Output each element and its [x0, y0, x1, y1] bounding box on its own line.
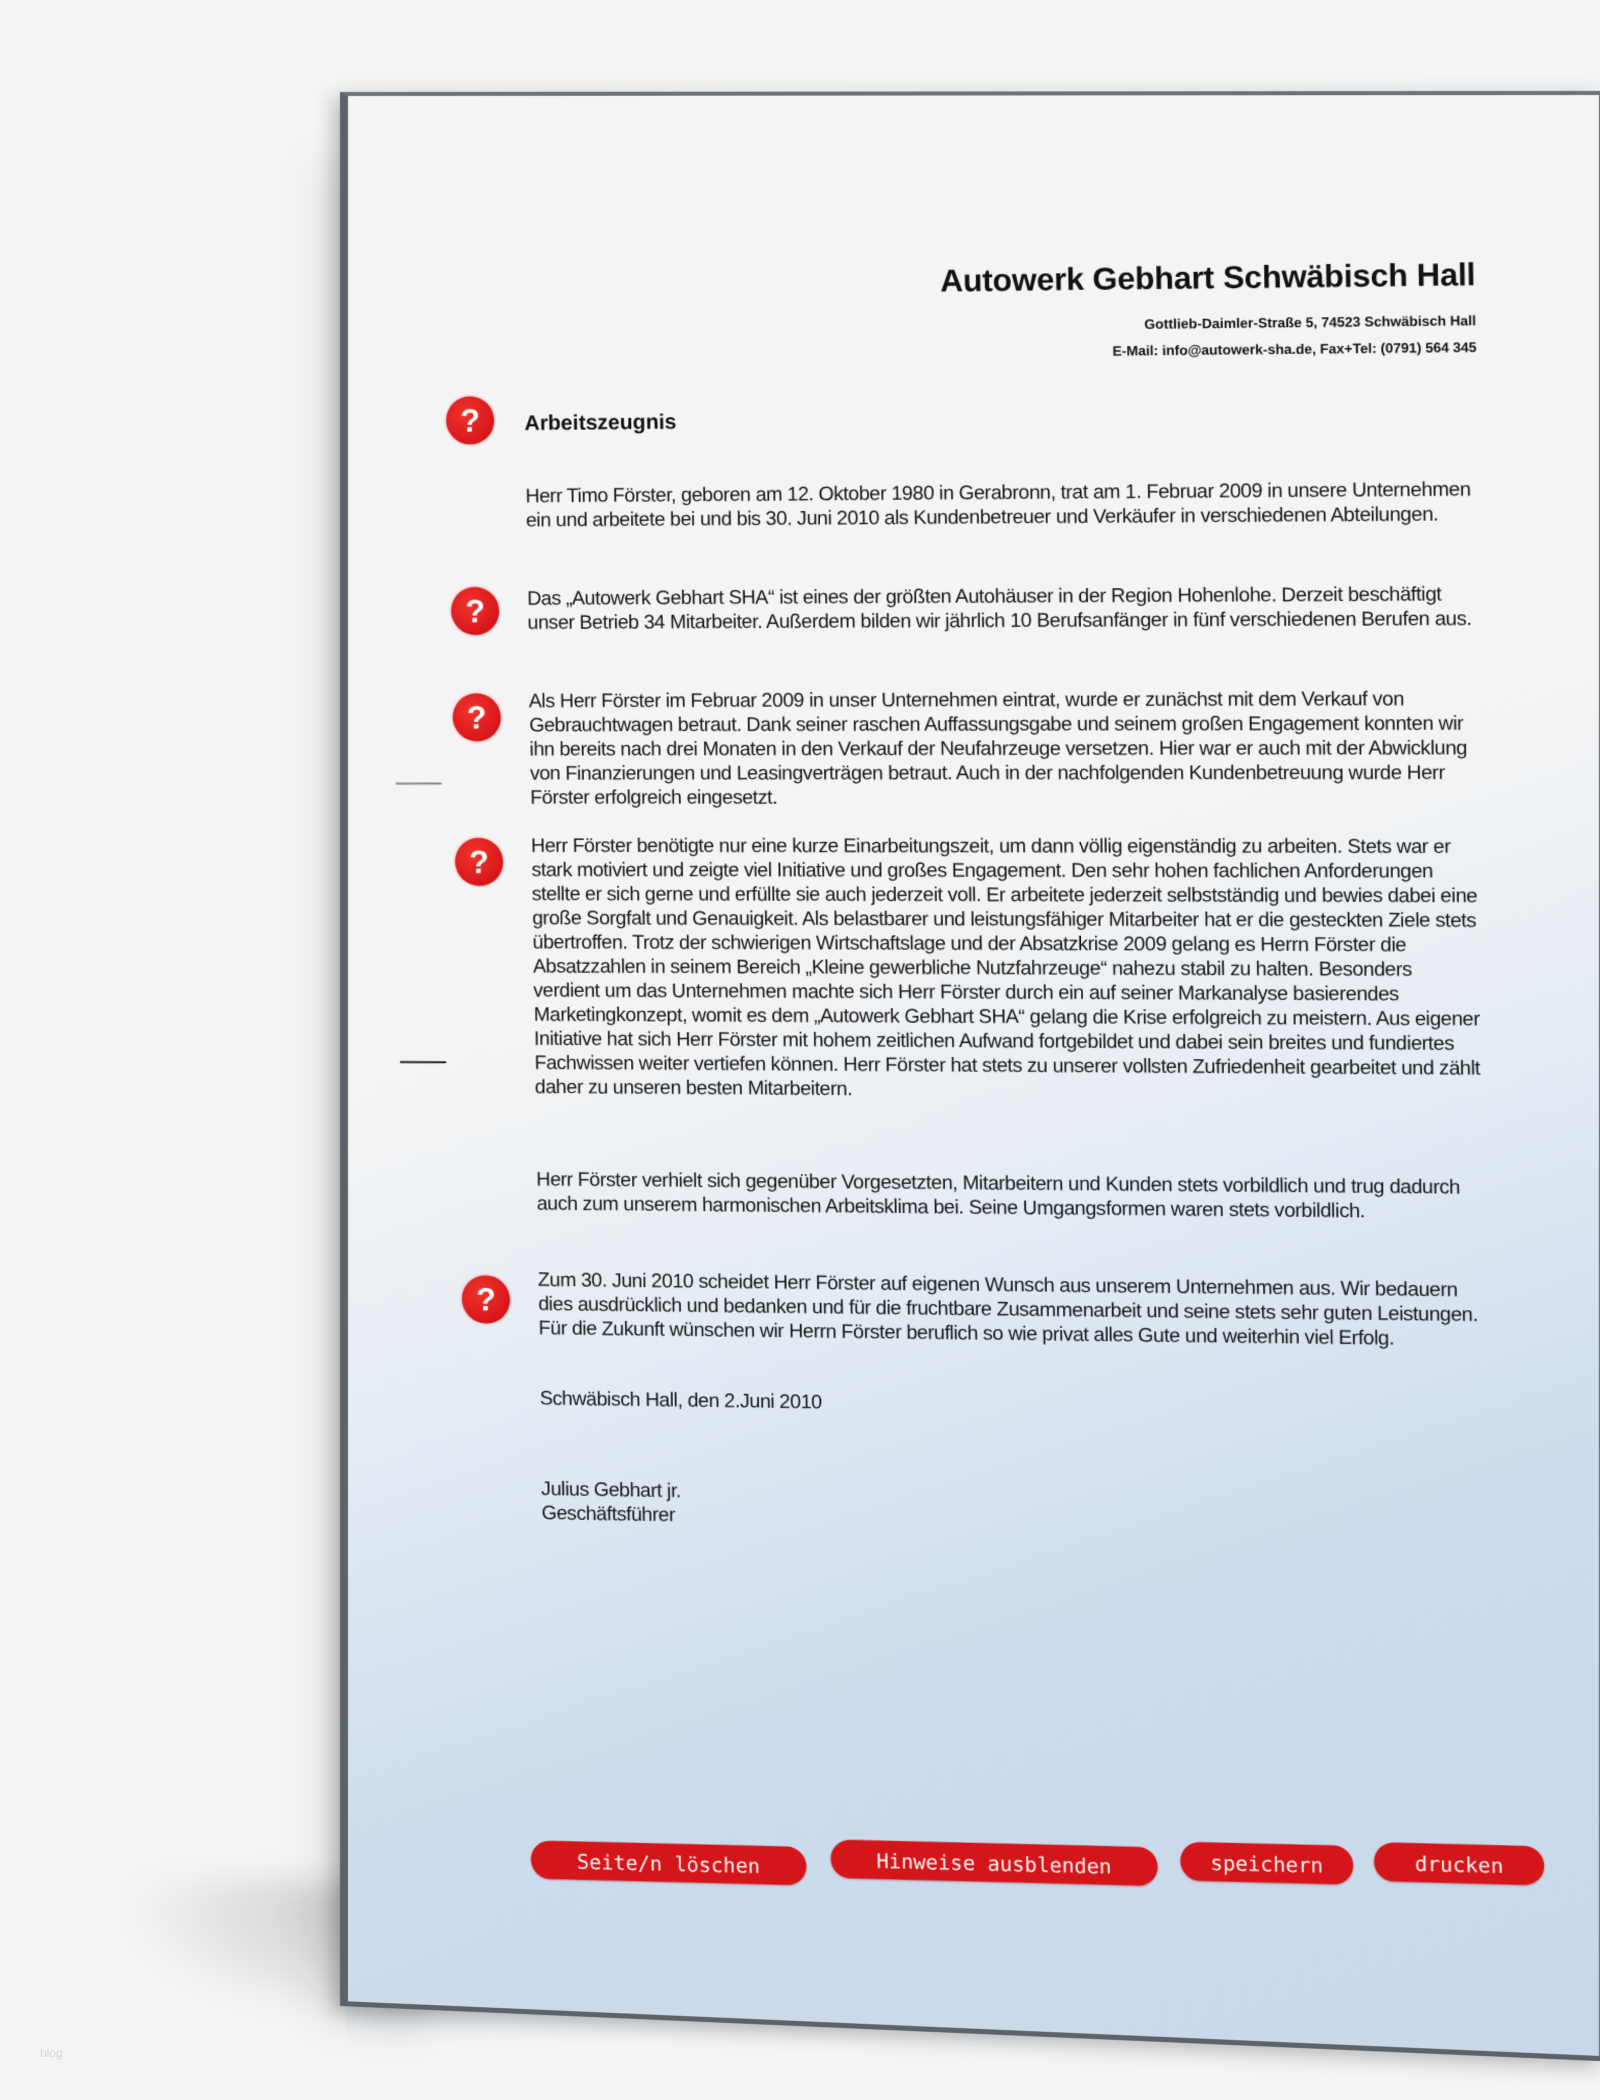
- paragraph-performance: Herr Förster benötigte nur eine kurze Einarbeitungszeit, um dann völlig eigenständig zu arbeiten. Stets war er stark motiviert und zeigte viel Initiative und großes Engagement. Den sehr hohen fachlichen Anforderungen stellte er sich gerne und erfüllte sie auch jederzeit voll. Er arbeitete jederzeit selbstständig und bewies dabei eine große Sorgfalt und Genauigkeit. Als belastbarer und leistungsfähiger Mitarbeiter hat er die gesteckten Ziele stets übertroffen. Trotz der schwierigen Wirtschaftslage und der Absatzkrise 2009 gelang es Herrn Förster die Absatzzahlen in seinem Bereich „Kleine gewerbliche Nutzfahrzeuge“ nahezu stabil zu halten. Besonders verdient um das Unternehmen machte sich Herr Förster durch ein auf seiner Markanalyse basierendes Marketingkonzept, womit es dem „Autowerk Gebhart SHA“ gelang die Krise erfolgreich zu meistern. Aus eigener Initiative hat sich Herr Förster mit hohem zeitlichen Aufwand fortgebildet und dabei sein breites und fundiertes Fachwissen weiter vertiefen können. Herr Förster hat stets zu unserer vollsten Zufriedenheit gearbeitet und zählt daher zu unseren besten Mitarbeitern.: [530, 834, 1481, 1101]
- document-content: [333, 85, 1600, 2046]
- fold-mark: [396, 783, 442, 785]
- company-contact: E-Mail: info@autowerk-sha.de, Fax+Tel: (0791) 564 345: [1112, 339, 1477, 359]
- paragraph-conduct: Herr Förster verhielt sich gegenüber Vorgesetzten, Mitarbeitern und Kunden stets vorbildlich und trug dadurch auch zum unserem harmonischen Arbeitsklima bei. Seine Umgangsformen waren stets vorbildlich.: [536, 1168, 1461, 1223]
- hint-question-icon[interactable]: ?: [461, 1275, 510, 1324]
- paragraph-tasks: Als Herr Förster im Februar 2009 in unser Unternehmen eintrat, wurde er zunächst mit dem Verkauf von Gebrauchtwagen betraut. Dank seiner raschen Auffassungsgabe und seinem großen Engagement konnten wir ihn bereits nach drei Monaten in den Verkauf der Neufahrzeuge versetzen. Hier war er auch mit der Abwicklung von Finanzierungen und Leasingverträgen betraut. Auch in der nachfolgenden Kundenbetreuung wurde Herr Förster erfolgreich eingesetzt.: [528, 687, 1468, 809]
- paragraph-closing: Zum 30. Juni 2010 scheidet Herr Förster auf eigenen Wunsch aus unserem Unternehmen aus. Wir bedauern dies ausdrücklich und bedanken und für die fruchtbare Zusammenarbeit und seine stets sehr guten Leistungen. Für die Zukunft wünschen wir Herrn Förster beruflich so wie privat alles Gute und weiterhin viel Erfolg.: [537, 1268, 1479, 1350]
- save-button[interactable]: speichern: [1180, 1842, 1353, 1885]
- paragraph-intro: Herr Timo Förster, geboren am 12. Oktober 1980 in Gerabronn, trat am 1. Februar 2009 in unsere Unternehmen ein und arbeitete bei und bis 30. Juni 2010 als Kundenbetreuer und Verkäufer in verschiedenen Abteilungen.: [525, 478, 1471, 532]
- print-button[interactable]: drucken: [1374, 1842, 1545, 1885]
- hint-question-icon[interactable]: ?: [455, 838, 504, 886]
- hint-question-icon[interactable]: ?: [446, 396, 495, 445]
- company-address: Gottlieb-Daimler-Straße 5, 74523 Schwäbisch Hall: [1144, 312, 1477, 332]
- signer-role: Geschäftsführer: [541, 1502, 676, 1527]
- document-title: Arbeitszeugnis: [524, 410, 677, 436]
- hint-question-icon[interactable]: ?: [451, 587, 500, 635]
- hint-question-icon[interactable]: ?: [452, 693, 501, 741]
- watermark-text: blog: [40, 2046, 63, 2060]
- letterhead: [940, 256, 1477, 366]
- company-name: Autowerk Gebhart Schwäbisch Hall: [939, 256, 1476, 299]
- hide-hints-button[interactable]: Hinweise ausblenden: [830, 1839, 1158, 1886]
- signer-name: Julius Gebhart jr.: [541, 1477, 682, 1503]
- document-page: [340, 91, 1600, 2061]
- place-date: Schwäbisch Hall, den 2.Juni 2010: [539, 1387, 822, 1414]
- paragraph-company: Das „Autowerk Gebhart SHA“ ist eines der größten Autohäuser in der Region Hohenlohe. Derzeit beschäftigt unser Betrieb 34 Mitarbeiter. Außerdem bilden wir jährlich 10 Berufsanfänger in fünf verschiedenen Berufen aus.: [527, 583, 1472, 634]
- punch-mark: [400, 1061, 446, 1063]
- delete-pages-button[interactable]: Seite/n löschen: [531, 1840, 807, 1885]
